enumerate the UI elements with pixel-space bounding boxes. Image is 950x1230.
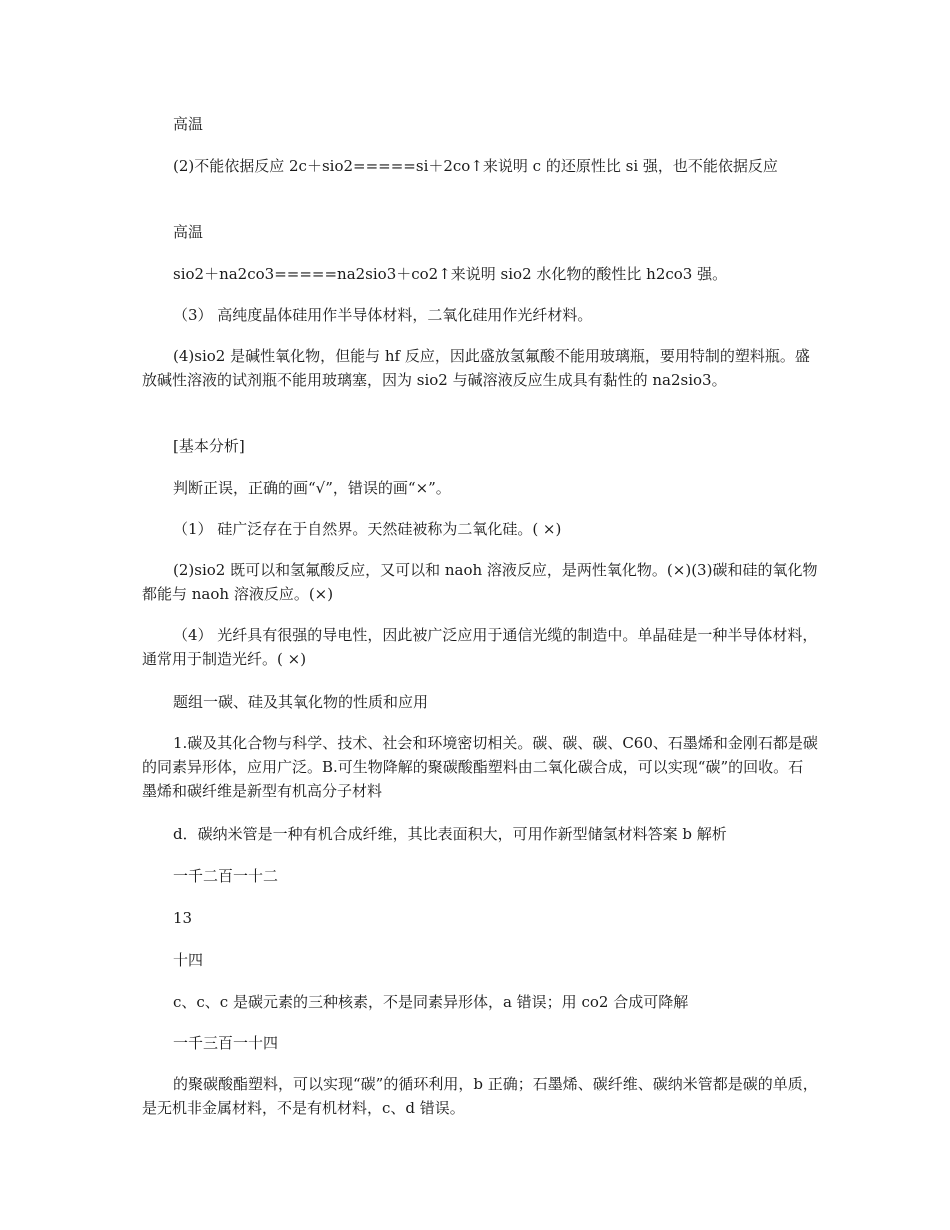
explanation-line-1: c、c、c 是碳元素的三种核素，不是同素异形体，a 错误；用 co2 合成可降解	[173, 993, 689, 1011]
question-item-1: （1） 硅广泛存在于自然界。天然硅被称为二氧化硅。( ×)	[173, 520, 562, 538]
number-label-13: 13	[173, 909, 193, 927]
question-1-text: 1.碳及其化合物与科学、技术、社会和环境密切相关。碳、碳、碳、C60、石墨烯和金刚石都是碳的同素异形体，应用广泛。B.可生物降解的聚碳酸酯塑料由二氧化碳合成，可以实现“碳”的回收。石墨烯和碳纤维是新型有机高分子材料	[142, 734, 818, 800]
paragraph-high-temp-label-1: 高温	[173, 115, 204, 133]
explanation-line-2: 的聚碳酸酯塑料，可以实现“碳”的循环利用，b 正确；石墨烯、碳纤维、碳纳米管都是碳的单质，是无机非金属材料，不是有机材料，c、d 错误。	[142, 1075, 818, 1117]
paragraph-note-3: （3） 高纯度晶体硅用作半导体材料，二氧化硅用作光纤材料。	[173, 306, 593, 324]
paragraph-sio2-na2co3-reaction: sio2＋na2co3=====na2sio3＋co2↑来说明 sio2 水化物的酸性比 h2co3 强。	[173, 265, 728, 283]
paragraph-true-false-instruction: 判断正误，正确的画“√”，错误的画“×”。	[173, 479, 451, 497]
question-item-2-3: (2)sio2 既可以和氢氟酸反应，又可以和 naoh 溶液反应，是两性氧化物。(×)(3)碳和硅的氧化物都能与 naoh 溶液反应。(×)	[142, 561, 818, 603]
number-label-1314: 一千三百一十四	[173, 1034, 279, 1052]
number-label-14: 十四	[173, 951, 204, 969]
section-heading-basic-analysis: [基本分析]	[173, 437, 245, 455]
option-d-and-answer: d．碳纳米管是一种有机合成纤维，其比表面积大，可用作新型储氢材料答案 b 解析	[173, 825, 727, 843]
question-item-4: （4） 光纤具有很强的导电性，因此被广泛应用于通信光缆的制造中。单晶硅是一种半导体材料，通常用于制造光纤。( ×)	[142, 626, 818, 668]
paragraph-high-temp-label-2: 高温	[173, 223, 204, 241]
paragraph-note-4: (4)sio2 是碱性氧化物，但能与 hf 反应，因此盛放氢氟酸不能用玻璃瓶，要用特制的塑料瓶。盛放碱性溶液的试剂瓶不能用玻璃塞，因为 sio2 与碱溶液反应生成具有黏性的 na2sio3。	[142, 347, 810, 389]
paragraph-reaction-note-2: (2)不能依据反应 2c＋sio2=====si＋2co↑来说明 c 的还原性比 si 强，也不能依据反应	[173, 157, 778, 175]
section-heading-problem-group-1: 题组一碳、硅及其氧化物的性质和应用	[173, 693, 429, 711]
number-label-1212: 一千二百一十二	[173, 867, 279, 885]
